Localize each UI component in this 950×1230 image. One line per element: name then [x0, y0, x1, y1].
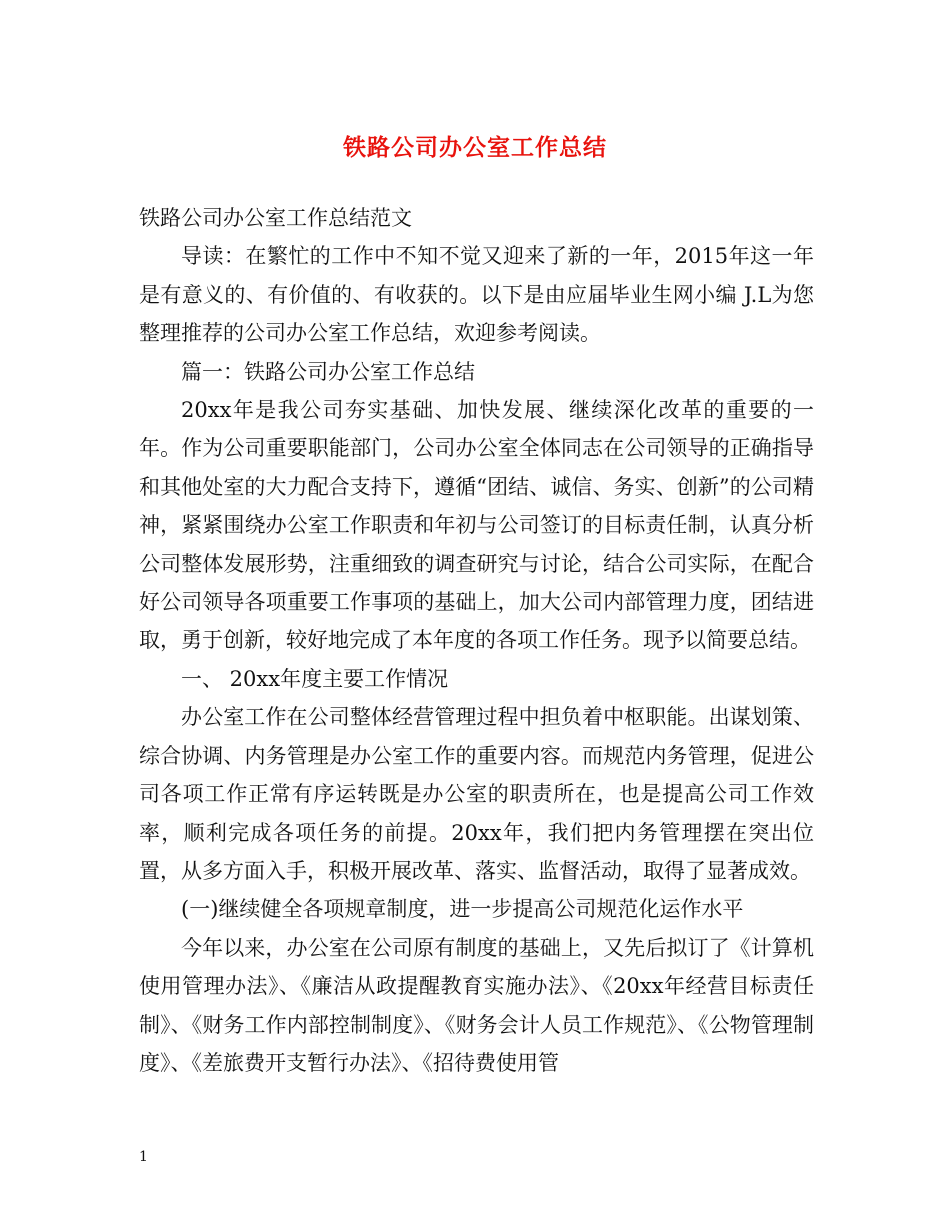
paragraph: 导读：在繁忙的工作中不知不觉又迎来了新的一年，2015年这一年是有意义的、有价值的、有收获的。以下是由应届毕业生网小编 J.L为您整理推荐的公司办公室工作总结，欢迎参考阅读。: [139, 244, 814, 346]
paragraph: (一)继续健全各项规章制度，进一步提高公司规范化运作水平: [181, 897, 744, 922]
paragraph: 20xx年是我公司夯实基础、加快发展、继续深化改革的重要的一年。作为公司重要职能部门，公司办公室全体同志在公司领导的正确指导和其他处室的大力配合支持下，遵循“团结、诚信、务实、创新”的公司精神，紧紧围绕办公室工作职责和年初与公司签订的目标责任制，认真分析公司整体发展形势，注重细致的调查研究与讨论，结合公司实际，在配合好公司领导各项重要工作事项的基础上，加大公司内部管理力度，团结进取，勇于创新，较好地完成了本年度的各项工作任务。现予以简要总结。: [139, 398, 814, 653]
paragraph: 铁路公司办公室工作总结范文: [139, 206, 412, 230]
page-number: 1: [139, 1149, 148, 1165]
paragraph: 一、 20xx年度主要工作情况: [181, 666, 449, 691]
paragraph: 今年以来，办公室在公司原有制度的基础上，又先后拟订了《计算机使用管理办法》、《廉洁从政提醒教育实施办法》、《20xx年经营目标责任制》、《财务工作内部控制制度》、《财务会计人员工作规范》、《公物管理制度》、《差旅费开支暂行办法》、《招待费使用管: [139, 935, 814, 1075]
document-title: 铁路公司办公室工作总结: [343, 135, 607, 161]
document-body: [139, 199, 814, 1082]
paragraph: 篇一：铁路公司办公室工作总结: [181, 359, 475, 384]
paragraph: 办公室工作在公司整体经营管理过程中担负着中枢职能。出谋划策、综合协调、内务管理是办公室工作的重要内容。而规范内务管理，促进公司各项工作正常有序运转既是办公室的职责所在，也是提高公司工作效率，顺利完成各项任务的前提。20xx年，我们把内务管理摆在突出位置，从多方面入手，积极开展改革、落实、监督活动，取得了显著成效。: [139, 705, 814, 883]
